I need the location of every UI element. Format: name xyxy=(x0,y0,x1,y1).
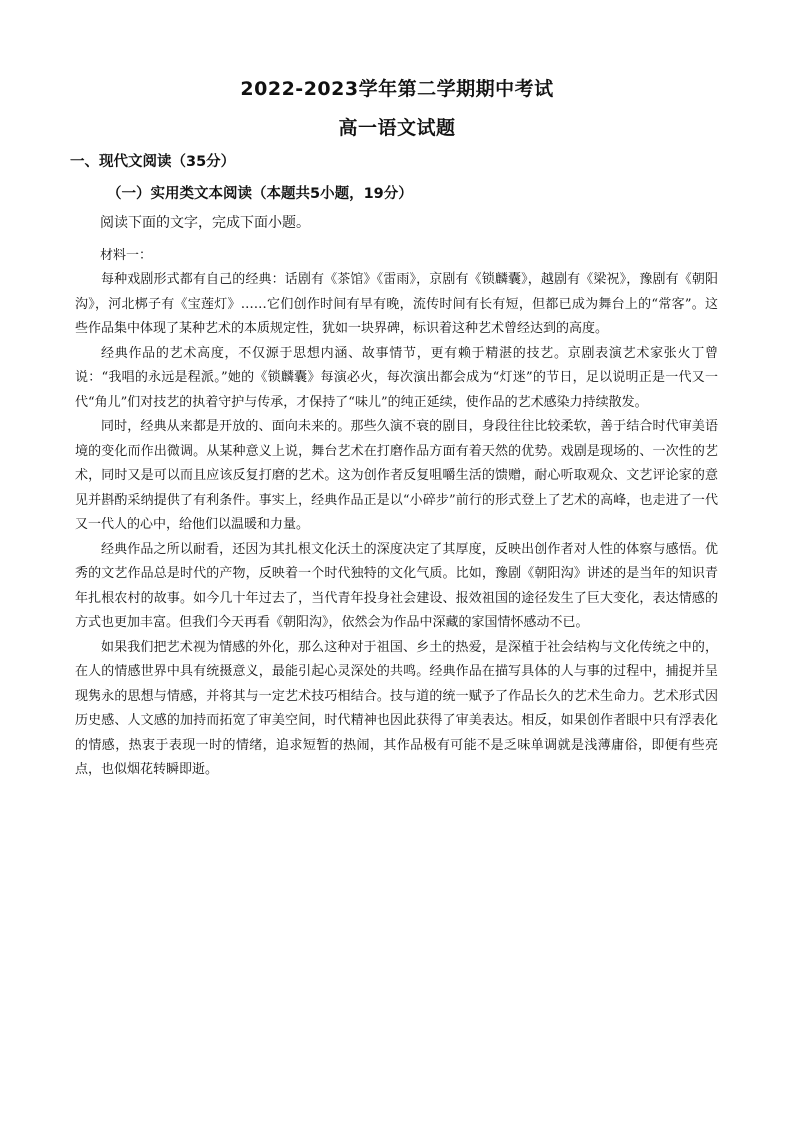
exam-subtitle: 高一语文试题 xyxy=(338,117,456,139)
passage-paragraph: 每种戏剧形式都有自己的经典：话剧有《茶馆》《雷雨》，京剧有《锁麟囊》，越剧有《梁祝》，豫剧有《朝阳沟》，河北梆子有《宝莲灯》……它们创作时间有早有晚，流传时间有长有短，但都已成为舞台上的“常客”。这些作品集中体现了某种艺术的本质规定性，犹如一块界碑，标识着这种艺术曾经达到的高度。 xyxy=(75,272,718,336)
exam-title: 2022-2023学年第二学期期中考试 xyxy=(240,78,554,100)
passage-body xyxy=(75,268,718,783)
passage-paragraph: 经典作品的艺术高度，不仅源于思想内涵、故事情节，更有赖于精湛的技艺。京剧表演艺术家张火丁曾说：“我唱的永远是程派。”她的《锁麟囊》每演必火，每次演出都会成为“灯迷”的节日，足以说明正是一代又一代“角儿”们对技艺的执着守护与传承，才保持了“味儿”的纯正延续，使作品的艺术感染力持续散发。 xyxy=(75,345,718,410)
passage-paragraph: 如果我们把艺术视为情感的外化，那么这种对于祖国、乡土的热爱，是深植于社会结构与文化传统之中的，在人的情感世界中具有统摄意义，最能引起心灵深处的共鸣。经典作品在描写具体的人与事的过程中，捕捉并呈现隽永的思想与情感，并将其与一定艺术技巧相结合。技与道的统一赋予了作品长久的艺术生命力。艺术形式因历史感、人文感的加持而拓宽了审美空间，时代精神也因此获得了审美表达。相反，如果创作者眼中只有浮表化的情感，热衷于表现一时的情绪，追求短暂的热闹，其作品极有可能不是乏味单调就是浅薄庸俗，即便有些亮点，也似烟花转瞬即逝。 xyxy=(75,639,718,777)
reading-instruction: 阅读下面的文字，完成下面小题。 xyxy=(100,215,310,231)
sub-heading: （一）实用类文本阅读（本题共5小题，19分） xyxy=(107,186,413,202)
passage-paragraph: 同时，经典从来都是开放的、面向未来的。那些久演不衰的剧目，身段往往比较柔软，善于结合时代审美语境的变化而作出微调。从某种意义上说，舞台艺术在打磨作品方面有着天然的优势。戏剧是现场的、一次性的艺术，同时又是可以而且应该反复打磨的艺术。这为创作者反复咀嚼生活的馈赠，耐心听取观众、文艺评论家的意见并斟酌采纳提供了有利条件。事实上，经典作品正是以“小碎步”前行的形式登上了艺术的高峰，也走进了一代又一代人的心中，给他们以温暖和力量。 xyxy=(75,419,718,532)
passage-paragraph: 经典作品之所以耐看，还因为其扎根文化沃土的深度决定了其厚度，反映出创作者对人性的体察与感悟。优秀的文艺作品总是时代的产物，反映着一个时代独特的文化气质。比如，豫剧《朝阳沟》讲述的是当年的知识青年扎根农村的故事。如今几十年过去了，当代青年投身社会建设、报效祖国的途径发生了巨大变化，表达情感的方式也更加丰富。但我们今天再看《朝阳沟》，依然会为作品中深藏的家国情怀感动不已。 xyxy=(75,541,718,630)
material-label: 材料一： xyxy=(100,248,153,263)
section-heading: 一、现代文阅读（35分） xyxy=(70,154,236,170)
